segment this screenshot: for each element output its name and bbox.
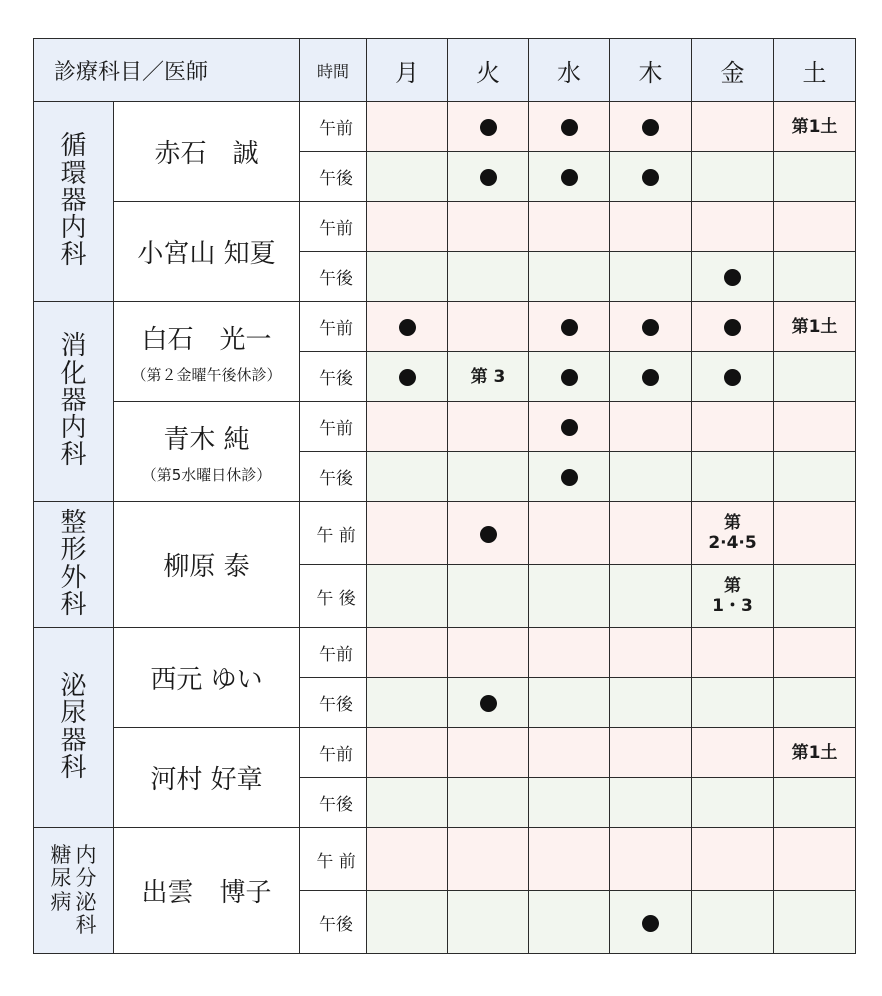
doctor-name: 河村 好章	[150, 765, 263, 795]
time-slot-label: 午前	[300, 302, 367, 352]
schedule-row	[34, 202, 856, 252]
department-name: 消化器内科	[60, 331, 87, 471]
schedule-cell	[448, 452, 529, 502]
available-dot-icon	[561, 369, 578, 386]
schedule-cell	[367, 302, 448, 352]
available-dot-icon	[561, 469, 578, 486]
available-dot-icon	[561, 119, 578, 136]
schedule-cell	[692, 402, 774, 452]
schedule-cell	[692, 452, 774, 502]
schedule-cell	[367, 678, 448, 728]
schedule-cell	[448, 352, 529, 402]
time-slot-label: 午後	[300, 352, 367, 402]
doctor-cell	[114, 828, 300, 954]
time-header: 時間	[300, 39, 367, 102]
schedule-cell	[610, 628, 692, 678]
time-slot-label: 午前	[300, 628, 367, 678]
time-slot-label: 午後	[300, 678, 367, 728]
schedule-cell	[448, 565, 529, 628]
schedule-cell	[529, 828, 610, 891]
doctor-cell	[114, 402, 300, 502]
schedule-cell	[367, 891, 448, 954]
time-slot-label: 午前	[300, 402, 367, 452]
time-slot-label: 午 前	[300, 502, 367, 565]
schedule-cell	[448, 402, 529, 452]
schedule-cell	[774, 565, 856, 628]
schedule-cell	[610, 252, 692, 302]
schedule-row	[34, 102, 856, 152]
schedule-cell	[774, 302, 856, 352]
schedule-cell	[529, 302, 610, 352]
schedule-cell	[610, 502, 692, 565]
department-cell	[34, 102, 114, 302]
doctor-name: 赤石 誠	[154, 139, 259, 169]
schedule-cell	[774, 778, 856, 828]
doctor-cell	[114, 728, 300, 828]
schedule-cell	[692, 502, 774, 565]
schedule-cell	[692, 352, 774, 402]
available-dot-icon	[642, 169, 659, 186]
day-header-thu: 木	[610, 39, 692, 102]
schedule-cell	[692, 778, 774, 828]
schedule-cell	[610, 352, 692, 402]
schedule-cell	[692, 565, 774, 628]
schedule-cell	[367, 778, 448, 828]
schedule-cell	[529, 202, 610, 252]
available-dot-icon	[642, 369, 659, 386]
schedule-cell	[610, 728, 692, 778]
schedule-cell	[367, 202, 448, 252]
doctor-name: 出雲 博子	[141, 878, 272, 908]
schedule-note: 第 3	[470, 366, 506, 387]
day-header-sat: 土	[774, 39, 856, 102]
schedule-cell	[448, 828, 529, 891]
schedule-cell	[774, 502, 856, 565]
department-name-left: 糖尿病	[50, 843, 72, 914]
schedule-note: 第1土	[791, 116, 838, 137]
schedule-cell	[610, 678, 692, 728]
schedule-cell	[448, 891, 529, 954]
schedule-cell	[367, 628, 448, 678]
time-slot-label: 午後	[300, 891, 367, 954]
schedule-cell	[529, 565, 610, 628]
schedule-cell	[529, 452, 610, 502]
schedule-cell	[692, 828, 774, 891]
schedule-cell	[367, 152, 448, 202]
schedule-cell	[774, 352, 856, 402]
schedule-row	[34, 828, 856, 891]
schedule-row	[34, 728, 856, 778]
available-dot-icon	[724, 319, 741, 336]
schedule-cell	[367, 565, 448, 628]
doctor-name: 青木 純	[163, 424, 250, 455]
schedule-cell	[610, 302, 692, 352]
department-name: 泌尿器科	[60, 670, 87, 783]
schedule-cell	[610, 452, 692, 502]
department-name: 循環器内科	[60, 131, 87, 271]
schedule-cell	[692, 891, 774, 954]
schedule-cell	[367, 352, 448, 402]
header-row	[34, 39, 856, 102]
day-header-tue: 火	[448, 39, 529, 102]
schedule-cell	[448, 628, 529, 678]
doctor-cell	[114, 502, 300, 628]
schedule-cell	[774, 202, 856, 252]
schedule-cell	[367, 728, 448, 778]
schedule-cell	[529, 728, 610, 778]
schedule-cell	[774, 678, 856, 728]
doctor-name: 柳原 泰	[163, 552, 250, 582]
schedule-cell	[610, 402, 692, 452]
schedule-row	[34, 628, 856, 678]
schedule-cell	[774, 252, 856, 302]
schedule-body	[34, 102, 856, 954]
schedule-cell	[774, 102, 856, 152]
schedule-row	[34, 402, 856, 452]
department-cell	[34, 502, 114, 628]
time-slot-label: 午前	[300, 202, 367, 252]
schedule-cell	[692, 628, 774, 678]
schedule-cell	[692, 302, 774, 352]
schedule-note: 第 2·4·5	[708, 513, 757, 553]
available-dot-icon	[724, 269, 741, 286]
schedule-cell	[529, 102, 610, 152]
schedule-cell	[774, 728, 856, 778]
available-dot-icon	[399, 319, 416, 336]
available-dot-icon	[642, 319, 659, 336]
schedule-cell	[367, 402, 448, 452]
department-name-right: 内分泌科	[75, 843, 97, 937]
doctor-cell	[114, 628, 300, 728]
schedule-cell	[774, 152, 856, 202]
schedule-cell	[692, 102, 774, 152]
schedule-cell	[448, 678, 529, 728]
doctor-cell	[114, 102, 300, 202]
available-dot-icon	[561, 169, 578, 186]
schedule-cell	[448, 502, 529, 565]
schedule-cell	[448, 152, 529, 202]
schedule-cell	[367, 502, 448, 565]
department-cell	[34, 302, 114, 502]
doctor-note: （第２金曜午後休診）	[131, 365, 282, 384]
department-name: 整形外科	[60, 507, 87, 620]
schedule-cell	[610, 565, 692, 628]
schedule-cell	[610, 828, 692, 891]
available-dot-icon	[642, 119, 659, 136]
available-dot-icon	[399, 369, 416, 386]
time-slot-label: 午前	[300, 728, 367, 778]
available-dot-icon	[480, 695, 497, 712]
time-slot-label: 午後	[300, 152, 367, 202]
available-dot-icon	[480, 526, 497, 543]
time-slot-label: 午後	[300, 452, 367, 502]
schedule-row	[34, 502, 856, 565]
schedule-cell	[692, 152, 774, 202]
schedule-cell	[529, 152, 610, 202]
schedule-cell	[448, 778, 529, 828]
schedule-cell	[610, 778, 692, 828]
time-slot-label: 午 前	[300, 828, 367, 891]
schedule-cell	[692, 252, 774, 302]
schedule-cell	[610, 202, 692, 252]
schedule-cell	[448, 252, 529, 302]
schedule-row	[34, 302, 856, 352]
schedule-cell	[610, 102, 692, 152]
schedule-cell	[774, 628, 856, 678]
schedule-cell	[448, 102, 529, 152]
schedule-cell	[529, 402, 610, 452]
available-dot-icon	[642, 915, 659, 932]
schedule-cell	[367, 252, 448, 302]
doctor-note: （第5水曜日休診）	[141, 465, 272, 484]
clinic-schedule-table	[33, 38, 856, 954]
schedule-cell	[529, 891, 610, 954]
available-dot-icon	[724, 369, 741, 386]
schedule-note: 第1土	[791, 742, 838, 763]
schedule-cell	[529, 252, 610, 302]
doctor-name: 白石 光一	[141, 324, 272, 355]
doctor-name: 小宮山 知夏	[137, 239, 276, 269]
schedule-cell	[610, 891, 692, 954]
schedule-cell	[692, 678, 774, 728]
time-slot-label: 午前	[300, 102, 367, 152]
schedule-note: 第 1・3	[712, 576, 753, 616]
time-slot-label: 午後	[300, 778, 367, 828]
schedule-cell	[448, 728, 529, 778]
doctor-cell	[114, 302, 300, 402]
schedule-cell	[774, 402, 856, 452]
available-dot-icon	[561, 319, 578, 336]
schedule-cell	[367, 828, 448, 891]
schedule-cell	[529, 678, 610, 728]
doctor-name: 西元 ゆい	[150, 665, 263, 695]
day-header-mon: 月	[367, 39, 448, 102]
dept-doctor-header: 診療科目／医師	[34, 39, 300, 102]
schedule-cell	[448, 202, 529, 252]
department-cell	[34, 828, 114, 954]
schedule-cell	[529, 628, 610, 678]
doctor-cell	[114, 202, 300, 302]
day-header-fri: 金	[692, 39, 774, 102]
available-dot-icon	[480, 169, 497, 186]
schedule-cell	[529, 352, 610, 402]
schedule-cell	[529, 502, 610, 565]
day-header-wed: 水	[529, 39, 610, 102]
time-slot-label: 午後	[300, 252, 367, 302]
schedule-note: 第1土	[791, 316, 838, 337]
schedule-cell	[367, 102, 448, 152]
schedule-cell	[774, 828, 856, 891]
schedule-cell	[610, 152, 692, 202]
department-cell	[34, 628, 114, 828]
available-dot-icon	[480, 119, 497, 136]
schedule-cell	[692, 202, 774, 252]
schedule-cell	[774, 452, 856, 502]
schedule-cell	[692, 728, 774, 778]
schedule-cell	[774, 891, 856, 954]
schedule-cell	[448, 302, 529, 352]
schedule-cell	[367, 452, 448, 502]
schedule-cell	[529, 778, 610, 828]
time-slot-label: 午 後	[300, 565, 367, 628]
available-dot-icon	[561, 419, 578, 436]
